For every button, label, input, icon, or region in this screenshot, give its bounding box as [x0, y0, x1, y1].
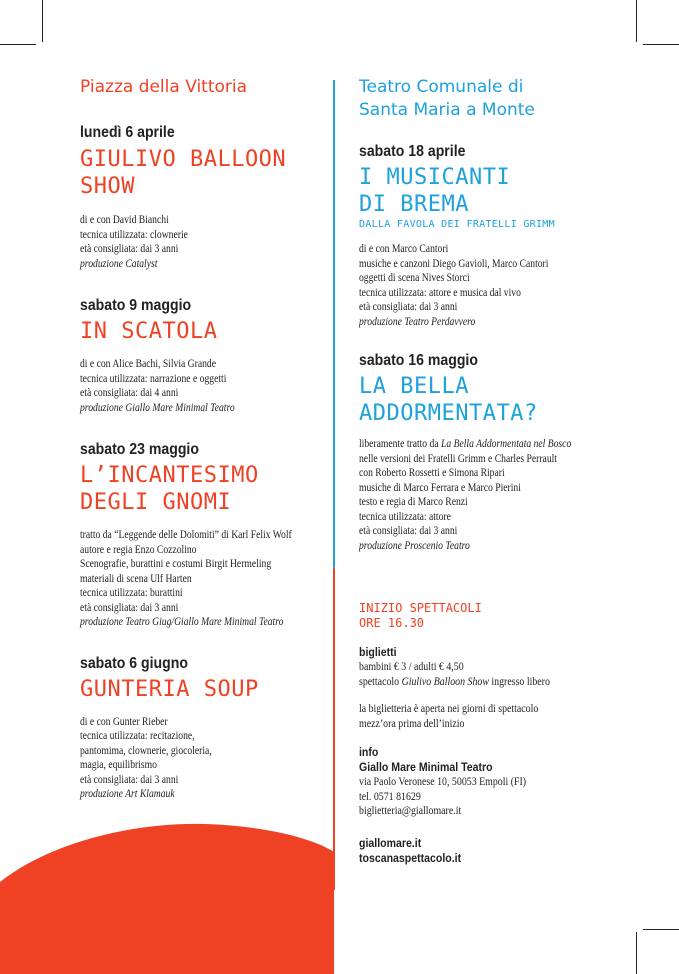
- show-title: I MUSICANTI DI BREMA: [359, 165, 511, 217]
- show-details: [80, 528, 330, 630]
- column-divider-blue: [333, 80, 335, 568]
- show-date: sabato 9 maggio: [80, 297, 192, 314]
- detail-line: età consigliata: dai 3 anni: [359, 301, 458, 313]
- org-name: Giallo Mare Minimal Teatro: [359, 760, 493, 774]
- left-column: [80, 76, 330, 802]
- show-block: [80, 440, 330, 630]
- show-details: [359, 437, 659, 553]
- start-time-value: ORE 16.30: [359, 616, 425, 630]
- show-date: sabato 18 aprile: [359, 143, 466, 160]
- show-details: [80, 213, 330, 271]
- box-office-hours: la biglietteria è aperta nei giorni di spettacolo: [359, 703, 539, 715]
- detail-line: età consigliata: dai 3 anni: [80, 773, 179, 786]
- detail-line: con Roberto Rossetti e Simona Ripari: [359, 467, 505, 479]
- detail-line: tecnica utilizzata: burattini: [80, 587, 183, 599]
- detail-line: autore e regia Enzo Cozzolino: [80, 543, 197, 556]
- production-line: produzione Giallo Mare Minimal Teatro: [80, 401, 235, 414]
- website-link[interactable]: giallomare.it: [359, 835, 422, 850]
- right-column: [359, 76, 659, 866]
- crop-mark: [636, 0, 637, 42]
- detail-line: testo e regia di Marco Renzi: [359, 496, 468, 508]
- detail-line: Scenografie, burattini e costumi Birgit Hermeling: [80, 558, 272, 570]
- show-title: L’INCANTESIMO DEGLI GNOMI: [80, 463, 259, 515]
- crop-mark: [643, 44, 679, 45]
- detail-line: pantomima, clownerie, giocoleria,: [80, 744, 212, 757]
- crop-mark: [0, 44, 36, 45]
- detail-line: di e con David Bianchi: [80, 214, 169, 226]
- tickets-section: [359, 645, 659, 731]
- venue-title: Piazza della Vittoria: [80, 77, 248, 97]
- show-block: [80, 654, 330, 802]
- show-details: [359, 242, 659, 329]
- show-block: [80, 296, 330, 415]
- show-date: sabato 23 maggio: [80, 441, 199, 458]
- detail-line: tecnica utilizzata: recitazione,: [80, 730, 195, 742]
- box-office-hours: mezz’ora prima dell’inizio: [359, 717, 465, 730]
- free-entry-post: ingresso libero: [488, 675, 550, 688]
- production-line: produzione Art Klamauk: [80, 788, 175, 800]
- venue-title: Teatro Comunale di: [359, 77, 524, 97]
- crop-mark: [643, 929, 679, 930]
- start-time-label: INIZIO SPETTACOLI: [359, 601, 482, 615]
- detail-line: materiali di scena Ulf Harten: [80, 572, 192, 585]
- free-entry-pre: spettacolo: [359, 675, 402, 688]
- detail-line: età consigliata: dai 3 anni: [80, 601, 179, 614]
- detail-line: di e con Alice Bachi, Silvia Grande: [80, 358, 217, 370]
- detail-line: età consigliata: dai 3 anni: [80, 243, 179, 255]
- production-line: produzione Catalyst: [80, 257, 158, 270]
- detail-line: oggetti di scena Nives Storci: [359, 272, 470, 284]
- detail-line: tecnica utilizzata: attore: [359, 510, 451, 523]
- start-time: [359, 601, 659, 631]
- show-block: [80, 123, 330, 271]
- tickets-heading: biglietti: [359, 645, 397, 659]
- show-block: [359, 142, 659, 329]
- production-line: produzione Teatro Perdavvero: [359, 315, 476, 328]
- crop-mark: [636, 932, 637, 974]
- detail-line: di e con Marco Cantori: [359, 243, 449, 255]
- production-line: produzione Proscenio Teatro: [359, 539, 470, 552]
- email-link[interactable]: biglietteria@giallomare.it: [359, 805, 462, 817]
- address: via Paolo Veronese 10, 50053 Empoli (FI): [359, 776, 527, 788]
- detail-line: [359, 437, 617, 452]
- decorative-blob: [0, 820, 340, 974]
- crop-mark: [42, 0, 43, 42]
- show-date: sabato 6 giugno: [80, 654, 188, 672]
- detail-line: tecnica utilizzata: attore e musica dal vivo: [359, 286, 521, 299]
- venue-title: Santa Maria a Monte: [359, 100, 535, 120]
- detail-line: età consigliata: dai 3 anni: [359, 525, 458, 537]
- detail-line: musiche e canzoni Diego Gavioli, Marco Cantori: [359, 257, 549, 270]
- info-section: [359, 745, 659, 819]
- production-line: produzione Teatro Giug/Giallo Mare Minimal Teatro: [80, 616, 284, 628]
- show-block: [359, 351, 659, 553]
- show-details: [80, 715, 330, 802]
- show-date: lunedì 6 aprile: [80, 124, 175, 141]
- show-title: GIULIVO BALLOON SHOW: [80, 147, 287, 199]
- info-heading: info: [359, 745, 379, 759]
- source-title: La Bella Addormentata nel Bosco: [441, 438, 572, 450]
- show-details: [80, 357, 330, 415]
- detail-line: tecnica utilizzata: narrazione e oggetti: [80, 372, 227, 385]
- detail-line: musiche di Marco Ferrara e Marco Pierini: [359, 481, 521, 494]
- detail-line: tecnica utilizzata: clownerie: [80, 228, 188, 241]
- detail-line: magia, equilibrismo: [80, 759, 157, 771]
- show-title: IN SCATOLA: [80, 319, 218, 344]
- phone: tel. 0571 81629: [359, 790, 421, 803]
- detail-line: età consigliata: dai 4 anni: [80, 387, 179, 399]
- detail-line: tratto da “Leggende delle Dolomiti” di Karl Felix Wolf: [80, 529, 292, 541]
- show-title: GUNTERIA SOUP: [80, 676, 259, 702]
- ticket-prices: bambini € 3 / adulti € 4,50: [359, 661, 464, 673]
- show-date: sabato 16 maggio: [359, 352, 478, 369]
- websites: [359, 836, 659, 866]
- column-divider-red: [333, 568, 335, 890]
- free-entry: [359, 675, 617, 690]
- website-link[interactable]: toscanaspettacolo.it: [359, 850, 462, 865]
- show-title: LA BELLA ADDORMENTATA?: [359, 374, 538, 426]
- detail-line: nelle versioni dei Fratelli Grimm e Charles Perrault: [359, 452, 557, 465]
- free-entry-show: Giulivo Balloon Show: [401, 675, 489, 688]
- show-subtitle: DALLA FAVOLA DEI FRATELLI GRIMM: [359, 219, 555, 230]
- detail-text: liberamente tratto da: [359, 438, 442, 450]
- detail-line: di e con Gunter Rieber: [80, 715, 168, 728]
